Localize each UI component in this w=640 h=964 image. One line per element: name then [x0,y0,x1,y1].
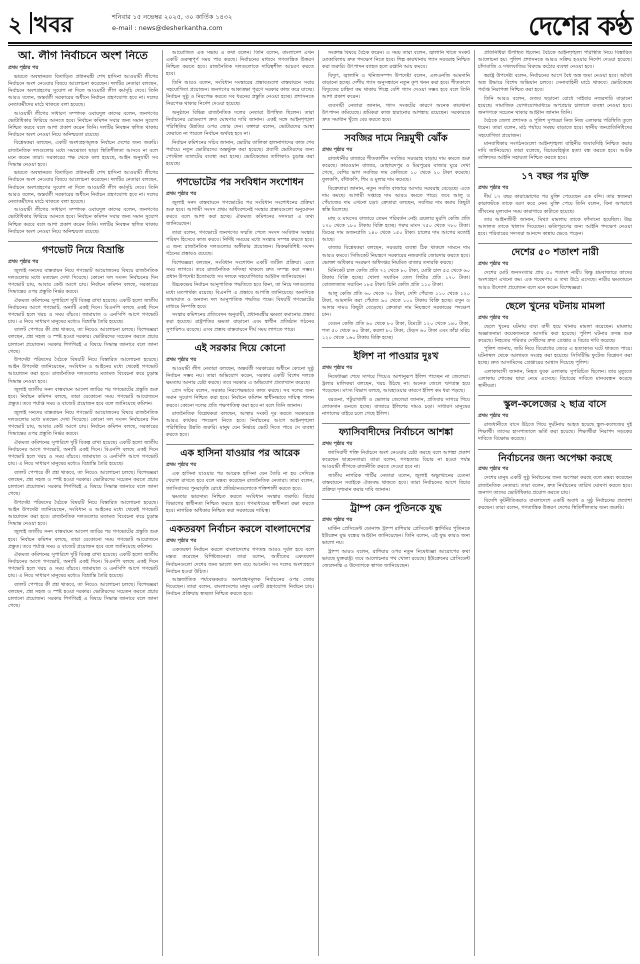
article-body [166,200,314,334]
article-byline: প্রথম পৃষ্ঠার পর [322,146,353,153]
paragraph: আলু কেজি প্রতি ৬০ থেকে ৭০ টাকা, দেশি পেঁয়াজ ১১০ থেকে ১২০ টাকা, আমদানি করা পেঁয়াজ ৯০ থেকে ১০০ টাকায় বিক্রি হচ্ছে। রসুন ও আদার দামও কিছুটা বেড়েছে। ক্রেতারা দাম নিয়ন্ত্রণে সরকারের পদক্ষেপ চান। [322,291,470,319]
article-headline: একতরফা নির্বাচন করলে বাংলাদেশের [169,524,311,536]
article [8,246,158,611]
paragraph: বিশ্লেষকরা বলছেন, একটি অংশগ্রহণমূলক নির্বাচন দেশের জন্য জরুরি। রাজনৈতিক দলগুলোর মধ্যে সমঝোতা ছাড়া স্থিতিশীলতা আসবে না বলে মনে করেন তারা। সরকারের পক্ষ থেকে বলা হয়েছে, আইন অনুযায়ী সব সিদ্ধান্ত নেওয়া হবে। [8,140,158,168]
article [322,352,470,418]
divider [166,520,314,521]
article-body [166,471,314,515]
article-byline: প্রথম পৃষ্ঠার পর [166,538,197,545]
divider [322,499,470,500]
article-body [166,50,314,168]
article-headline: আ. লীগ নির্বাচনে অংশ নিতে [18,50,148,62]
paragraph: বাজার বিশ্লেষকরা বলছেন, সরবরাহ ব্যবস্থা ঠিক থাকলে সামনে দাম আরও কমবে। সিন্ডিকেট নিয়ন্ত্রণে সরকারের নজরদারি জোরদার করতে হবে। ভোক্তা অধিকার সংরক্ষণ অধিদপ্তর নিয়মিত বাজার তদারকি করছে। [322,245,470,266]
article-headline: ট্রাম্প কেন পুতিনকে যুদ্ধ [350,503,442,515]
paragraph: জুলাই সনদের বাস্তবায়ন নিয়ে গণভোট আয়োজনের বিষয়ে রাজনৈতিক দলগুলোর মধ্যে মতভেদ দেখা দিয়েছে। কোনো দল সংসদ নির্বাচনের দিন গণভোট চায়, আবার কেউ আগে চায়। নির্বাচন কমিশন বলছে, সরকারের সিদ্ধান্তের ওপর প্রস্তুতি নির্ভর করবে। [8,267,158,295]
paragraph: উপদেষ্টা পরিষদের বৈঠকে বিষয়টি নিয়ে বিস্তারিত আলোচনা হয়েছে। আইন উপদেষ্টা জানিয়েছেন, সংবিধান ও আইনের মধ্যে থেকেই গণভোট আয়োজন করা হবে। রাজনৈতিক দলগুলোর মতামত বিবেচনা করে চূড়ান্ত সিদ্ধান্ত নেওয়া হবে। [8,499,158,527]
article-byline: প্রথম পৃষ্ঠার পর [166,190,197,197]
paragraph: তিনি আরও বলেন, সংবিধান সংস্কারের প্রস্তাবগুলো বাস্তবায়নে সবার সহযোগিতা প্রয়োজন। জনগণের আকাঙ্ক্ষা পূরণে সরকার কাজ করে যাচ্ছে। নির্বাচন সুষ্ঠু ও নিরপেক্ষ করতে সব ধরনের প্রস্তুতি নেওয়া হচ্ছে। প্রশাসনকে নিরপেক্ষ থাকার নির্দেশ দেওয়া হয়েছে। [166,79,314,108]
section-title: খবর [34,12,73,38]
paragraph: আয়োজিত এক সভায় এ কথা বলেন। তিনি বলেন, বাংলাদেশ এখন একটি গুরুত্বপূর্ণ সময় পার করছে। নির্বাচনের মাধ্যমে গণতান্ত্রিক উত্তরণ নিশ্চিত করতে হবে। রাজনৈতিক দলগুলোকে দায়িত্বশীল আচরণ করতে হবে। [166,50,314,78]
paragraph: মার্কিন প্রেসিডেন্ট ডোনাল্ড ট্রাম্প রাশিয়ার প্রেসিডেন্ট ভ্লাদিমির পুতিনকে ইউক্রেন যুদ্ধ বন্ধের আহ্বান জানিয়েছেন। তিনি বলেন, এই যুদ্ধ কারও জন্য ভালো নয়। [322,526,470,547]
article-headline: সবজির দামে নিম্নমুখী ঝোঁক [344,132,448,144]
article-headline: এই সরকার দিয়ে কোনো [194,342,286,354]
paragraph: প্রতিনিধিরা উপস্থিত ছিলেন। বৈঠকে আইনশৃঙ্খলা পরিস্থিতি নিয়ে বিস্তারিত আলোচনা হয়। পুলিশ প্রশাসনকে আরও সক্রিয় হওয়ার নির্দেশ দেওয়া হয়েছে। চাঁদাবাজি ও দখলবাজির বিরুদ্ধে কঠোর ব্যবস্থা নেওয়া হবে। [478,50,632,71]
article [478,400,632,443]
paragraph: বিক্রেতারা জানান, নতুন সবজি বাজারে আসায় সরবরাহ বেড়েছে। এতে দাম কমছে। আগামী সপ্তাহে দাম আরও কমতে পারে। তবে আলু ও পেঁয়াজের দাম এখনো চড়া। ক্রেতারা বলছেন, সবজির দাম কমায় কিছুটা স্বস্তি মিলেছে। [322,185,470,214]
article-body [322,374,470,418]
paragraph: বিদেশি কূটনীতিকরাও বাংলাদেশে একটি অবাধ ও সুষ্ঠু নির্বাচনের প্রত্যাশা করছেন। তারা বলেন, গণতান্ত্রিক উত্তরণ দেশের স্থিতিশীলতার জন্য জরুরি। [478,498,632,512]
article-headline: স্কুল-কলেজের ২ ছাত্র বাসে [503,399,607,411]
paragraph: ঐকমত্য কমিশনের সুপারিশে দুটি বিকল্প রাখা হয়েছে। একটি হলো জাতীয় নির্বাচনের আগে গণভোট, অন্যটি একই দিনে। বিএনপি বলছে একই দিনে গণভোট হলে খরচ ও সময় বাঁচবে। জামায়াত ও এনসিপি আগে গণভোট চায়। এ নিয়ে সাধারণ মানুষের মধ্যেও বিভ্রান্তি তৈরি হয়েছে। [8,552,158,580]
article [166,178,314,334]
article-body [322,156,470,342]
paragraph: ছেলে খুনের ঘটনায় বাবা বাদী হয়ে থানায় মামলা করেছেন। মামলায় অজ্ঞাতনামা কয়েকজনকে আসামি করা হয়েছে। পুলিশ ঘটনার তদন্ত শুরু করেছে। নিহতের পরিবার দোষীদের দ্রুত গ্রেপ্তার ও বিচার দাবি করেছে। [478,323,632,344]
article-body [322,50,470,124]
paragraph: আন্তর্জাতিক পর্যবেক্ষকরাও অংশগ্রহণমূলক নির্বাচনের ওপর জোর দিয়েছেন। তারা বলেন, বাংলাদেশের মানুষ একটি গ্রহণযোগ্য নির্বাচন চায়। নির্বাচন প্রক্রিয়ায় স্বচ্ছতা নিশ্চিত করতে হবে। [166,577,314,598]
article-byline: প্রথম পৃষ্ঠার পর [478,185,509,192]
paragraph: বরগুনা, পটুয়াখালী ও ভোলার জেলেরা জানান, প্রতিবার সাগরে গিয়ে লোকসান গুনতে হচ্ছে। বাজারে ইলিশের দামও চড়া। সাধারণ মানুষের নাগালের বাইরে চলে গেছে ইলিশ। [322,396,470,418]
article-byline: প্রথম পৃষ্ঠার পর [166,462,197,469]
article-body [8,74,158,236]
article [322,134,470,342]
article-headline: ছেলে খুনের ঘটনায় মামলা [505,300,605,312]
paragraph: একতরফা নির্বাচন করলে বাংলাদেশের গণতন্ত্র আরও দুর্বল হবে বলে মন্তব্য করেছেন বিশিষ্টজনেরা। তারা বলেন, অতীতের একতরফা নির্বাচনগুলো দেশের জন্য ভালো ফল বয়ে আনেনি। সব দলের অংশগ্রহণে নির্বাচন হওয়া উচিত। [166,547,314,575]
paragraph: ভারতে অবস্থানরত বিতাড়িত প্রধানমন্ত্রী শেখ হাসিনা আওয়ামী লীগের নির্বাচনে অংশ নেওয়ার বিষয়ে আলোচনা করেছেন। দলটির নেতারা বলছেন, নির্বাচনে অংশগ্রহণের সুযোগ না দিলে আওয়ামী লীগ কর্মসূচি দেবে। তিনি আরও বলেন, অন্তর্বর্তী সরকারের অধীনে নির্বাচন গ্রহণযোগ্য হবে না। দলের নেতাকর্মীদের মাঠে থাকতে বলা হয়েছে। [8,73,158,109]
article-headline: ফ্যাসিবাদীদের নির্বাচনে আশঙ্কা [338,427,454,439]
divider [166,173,314,174]
paragraph: আওয়ামী লীগের সাধারণ সম্পাদক ওবায়দুল কাদের বলেন, জনগণের ভোটাধিকার ফিরিয়ে আনতে হবে। নির্বাচন কমিশন সবার জন্য সমান সুযোগ নিশ্চিত করবে বলে আশা প্রকাশ করেন তিনি। দলটির নিবন্ধন স্থগিত থাকায় নির্বাচনে অংশ নেওয়া নিয়ে অনিশ্চয়তা রয়েছে। [8,110,158,138]
paragraph: দেশের মানুষ একটি সুষ্ঠু নির্বাচনের জন্য অপেক্ষা করছে বলে মন্তব্য করেছেন রাজনৈতিক নেতারা। তারা বলেন, দ্রুত নির্বাচনের তারিখ ঘোষণা করতে হবে। জনগণ তাদের ভোটাধিকার প্রয়োগ করতে চায়। [478,475,632,496]
article-body [478,324,632,391]
paragraph: উপদেষ্টা পরিষদের বৈঠকে বিষয়টি নিয়ে বিস্তারিত আলোচনা হয়েছে। আইন উপদেষ্টা জানিয়েছেন, সংবিধান ও আইনের মধ্যে থেকেই গণভোট আয়োজন করা হবে। রাজনৈতিক দলগুলোর মতামত বিবেচনা করে চূড়ান্ত সিদ্ধান্ত নেওয়া হবে। [8,357,158,385]
top-rule-thin [8,45,632,46]
paragraph: ব্যালট পেপারে কী প্রশ্ন থাকবে, তা নিয়েও আলোচনা চলছে। বিশেষজ্ঞরা বলছেন, প্রশ্ন সহজ ও স্পষ্ট হওয়া দরকার। ভোটারদের সচেতন করতে প্রচার চালানো প্রয়োজন। সরকার শিগগিরই এ বিষয়ে সিদ্ধান্ত জানাবে বলে জানা গেছে। [8,582,158,610]
paragraph: ব্যবসায়ী নেতারা জানান, গ্যাস সংকটের কারণে অনেক কারখানা উৎপাদন কমিয়েছে। শ্রমিকরা কাজ হারানোর আশঙ্কায় রয়েছেন। সরকারকে দ্রুত সমাধান খুঁজে বের করতে হবে। [322,102,470,123]
article [322,504,470,570]
article [166,525,314,598]
paragraph: অনুষ্ঠানে বিভিন্ন রাজনৈতিক দলের নেতারা উপস্থিত ছিলেন। তারা নির্বাচনের রোডম্যাপ দ্রুত ঘোষণার দাবি জানান। একই সঙ্গে আইনশৃঙ্খলা পরিস্থিতির উন্নতির ওপর জোর দেন। বক্তারা বলেন, ভোটারদের আস্থা ফেরাতে না পারলে নির্বাচন অর্থবহ হবে না। [166,109,314,138]
article-byline: প্রথম পৃষ্ঠার পর [478,466,509,473]
column-rule [318,50,319,956]
paragraph: তিনি আরও বলেন, গুজব ছড়ানো রোধে সাইবার নজরদারি বাড়ানো হয়েছে। সামাজিক যোগাযোগমাধ্যমে অপপ্রচার চালালে ব্যবস্থা নেওয়া হবে। জনগণকে সচেতন থাকার আহ্বান জানান তিনি। [478,95,632,116]
paragraph: ব্যালট পেপারে কী প্রশ্ন থাকবে, তা নিয়েও আলোচনা চলছে। বিশেষজ্ঞরা বলছেন, প্রশ্ন সহজ ও স্পষ্ট হওয়া দরকার। ভোটারদের সচেতন করতে প্রচার চালানো প্রয়োজন। সরকার শিগগিরই এ বিষয়ে সিদ্ধান্ত জানাবে বলে জানা গেছে। [8,327,158,355]
column-2 [166,50,314,956]
paragraph: ফ্যাসিবাদী শক্তি নির্বাচনে অংশ নেওয়ার চেষ্টা করছে বলে আশঙ্কা প্রকাশ করেছেন ছাত্রনেতারা। তারা বলেন, গণহত্যার বিচার না হওয়া পর্যন্ত আওয়ামী লীগকে রাজনীতি করতে দেওয়া হবে না। [322,450,470,471]
masthead [8,6,632,40]
divider [322,129,470,130]
paragraph: ব্যালট পেপারে কী প্রশ্ন থাকবে, তা নিয়েও আলোচনা চলছে। বিশেষজ্ঞরা বলছেন, প্রশ্ন সহজ ও স্পষ্ট হওয়া দরকার। ভোটারদের সচেতন করতে প্রচার চালানো প্রয়োজন। সরকার শিগগিরই এ বিষয়ে সিদ্ধান্ত জানাবে বলে জানা গেছে। [8,469,158,497]
paragraph: এলাকাবাসী জানান, নিহত যুবক এলাকায় সুপরিচিত ছিলেন। তার মৃত্যুতে এলাকায় শোকের ছায়া নেমে এসেছে। বিচারের দাবিতে মানববন্ধন করেছে স্থানীয়রা। [478,369,632,390]
article [478,248,632,291]
article [8,50,158,236]
paragraph: সংক্রান্ত বিষয়ে বৈঠক করেন। এ সময় তারা বলেন, জ্বালানি খাতে সংকট মোকাবিলায় দ্রুত পদক্ষেপ নিতে হবে। শিল্প কারখানায় গ্যাস সরবরাহ নিশ্চিত করা জরুরি। উৎপাদন ব্যাহত হলে রপ্তানি আয় কমবে। [322,50,470,71]
paragraph: দীর্ঘ ১৭ বছর কারাভোগের পর মুক্তি পেয়েছেন এক বন্দি। তার স্বজনরা কারাফটকে তাকে বরণ করে নেন। মুক্তি পেয়ে তিনি বলেন, বিনা অপরাধে জীবনের মূল্যবান সময় কারাগারে কাটাতে হয়েছে। [478,194,632,215]
newspaper-brand: দেশের কণ্ঠ [528,12,632,42]
paragraph: রাজনৈতিক বিশ্লেষকরা বলছেন, আস্থার সংকট দূর করতে সরকারকে আরও কার্যকর পদক্ষেপ নিতে হবে। নির্বাচনের আগে আইনশৃঙ্খলা পরিস্থিতির উন্নতি জরুরি। মানুষ যেন নির্ভয়ে ভোট দিতে পারে সে ব্যবস্থা করতে হবে। [166,411,314,439]
paragraph: জুলাই জাতীয় সনদ বাস্তবায়ন আদেশ জারির পর গণভোটের প্রস্তুতি শুরু হবে। নির্বাচন কমিশন বলছে, তারা যেকোনো সময় গণভোট আয়োজনে প্রস্তুত। তবে পর্যাপ্ত সময় ও বাজেট প্রয়োজন হবে বলে জানিয়েছে কমিশন। [8,529,158,550]
article [478,454,632,513]
divider [322,347,470,348]
paragraph: নির্বাচন কমিশনের সচিব জানান, ভোটার তালিকা হালনাগাদের কাজ শেষ পর্যায়ে। নতুন ভোটারদের অন্তর্ভুক্ত করা হয়েছে। প্রবাসী ভোটারদের জন্য পোস্টাল ব্যালটের ব্যবস্থা করা হচ্ছে। ভোটকেন্দ্রের তালিকাও চূড়ান্ত করা হয়েছে। [166,139,314,167]
article [478,50,632,162]
paragraph: নিষেধাজ্ঞা শেষে সাগরে গিয়েও আশানুরূপ ইলিশ পাচ্ছেন না জেলেরা। ট্রলার মালিকরা বলছেন, খরচ উঠছে না। অনেক জেলে ঋণগ্রস্ত হয়ে পড়েছেন। মৎস্য বিভাগ বলছে, আবহাওয়ার কারণে ইলিশ কম ধরা পড়ছে। [322,374,470,395]
column-4 [478,50,632,956]
article [166,50,314,168]
article-body [478,50,632,162]
article-body [478,194,632,238]
divider [166,444,314,445]
article-body [166,366,314,440]
paragraph: জুলাই জাতীয় সনদ বাস্তবায়ন আদেশ জারির পর গণভোটের প্রস্তুতি শুরু হবে। নির্বাচন কমিশন বলছে, তারা যেকোনো সময় গণভোট আয়োজনে প্রস্তুত। তবে পর্যাপ্ত সময় ও বাজেট প্রয়োজন হবে বলে জানিয়েছে কমিশন। [8,387,158,408]
paragraph: ঐকমত্য কমিশনের সুপারিশে দুটি বিকল্প রাখা হয়েছে। একটি হলো জাতীয় নির্বাচনের আগে গণভোট, অন্যটি একই দিনে। বিএনপি বলছে একই দিনে গণভোট হলে খরচ ও সময় বাঁচবে। জামায়াত ও এনসিপি আগে গণভোট চায়। এ নিয়ে সাধারণ মানুষের মধ্যেও বিভ্রান্তি তৈরি হয়েছে। [8,439,158,468]
article-byline: প্রথম পৃষ্ঠার পর [166,356,197,363]
paragraph: ট্রাম্প আরও বলেন, রাশিয়ার ওপর নতুন নিষেধাজ্ঞা আরোপের কথা ভাবছে যুক্তরাষ্ট্র। তবে আলোচনার পথ খোলা রয়েছে। ইউক্রেনের প্রেসিডেন্ট জেলেনস্কি এ উদ্যোগকে স্বাগত জানিয়েছেন। [322,548,470,570]
paragraph: সংস্কার কমিশনের প্রতিবেদন অনুযায়ী, প্রধানমন্ত্রীর ক্ষমতা কমানোর প্রস্তাব করা হয়েছে। রাষ্ট্রপতির ক্ষমতা বাড়ানো এবং স্বাধীন প্রতিষ্ঠান গঠনের সুপারিশও রয়েছে। এসব প্রস্তাব বাস্তবায়নে দীর্ঘ সময় লাগতে পারে। [166,312,314,333]
divider [478,243,632,244]
article [322,50,470,124]
paragraph: বিদ্যুৎ, জ্বালানি ও খনিজসম্পদ উপদেষ্টা বলেন, এলএনজি আমদানি বাড়ানো হচ্ছে। দেশীয় গ্যাস অনুসন্ধানে নতুন কূপ খনন করা হবে। শীতকালে বিদ্যুতের চাহিদা কম থাকায় শিল্পে বেশি গ্যাস দেওয়া সম্ভব হবে বলে তিনি আশা প্রকাশ করেন। [322,72,470,101]
column-3 [322,50,470,956]
article-headline: ইলিশ না পাওয়ার দুঃখ [353,351,439,363]
article-headline: দেশের ৫০ শতাংশ নারী [511,247,599,259]
paragraph: মিনিকেট চাল কেজি প্রতি ৭২ থেকে ৮০ টাকা, মোটা চাল ৫৫ থেকে ৬০ টাকায় বিক্রি হচ্ছে। খোলা সয়াবিন তেল লিটার প্রতি ১৭০ টাকা। বোতলজাত সয়াবিন ১৮৫ টাকা। চিনি কেজি প্রতি ১১০ টাকা। [322,268,470,289]
paragraph: উচ্চকক্ষের নির্বাচন আনুপাতিক পদ্ধতিতে হবে কিনা, তা নিয়ে দলগুলোর মধ্যে মতপার্থক্য রয়েছে। বিএনপি এ প্রস্তাবে আপত্তি জানিয়েছে। অন্যদিকে জামায়াত ও অন্যান্য দল আনুপাতিক পদ্ধতির পক্ষে। বিষয়টি গণভোটের মাধ্যমে নিষ্পত্তি হবে। [166,282,314,310]
article [478,302,632,391]
top-rule [8,42,632,44]
column-rule [474,50,475,956]
email-line: e-mail : news@desherkantha.com [112,24,223,32]
paragraph: স্বরাষ্ট্র উপদেষ্টা বলেন, নির্বাচনের আগে বৈধ অস্ত্র জমা নেওয়া হবে। অবৈধ অস্ত্র উদ্ধারে বিশেষ অভিযান চলবে। সেনাবাহিনী মাঠে থাকবে। ভোটকেন্দ্রে পর্যাপ্ত নিরাপত্তা নিশ্চিত করা হবে। [478,72,632,93]
article-byline: প্রথম পৃষ্ঠার পর [322,365,353,372]
paragraph: বিশেষজ্ঞরা বলছেন, সংবিধান সংশোধন একটি জটিল প্রক্রিয়া। এতে সময় লাগবে। তবে রাজনৈতিক সদিচ্ছা থাকলে দ্রুত সম্পন্ন করা সম্ভব। প্রধান উপদেষ্টা ইতোমধ্যে সব দলকে সহযোগিতার আহ্বান জানিয়েছেন। [166,259,314,280]
date-line: শনিবার ১৫ নভেম্বর ২০২৫, ৩০ কার্তিক ১৪৩২ [112,13,233,21]
paragraph: মানবাধিকার সংগঠনগুলো আইনশৃঙ্খলা বাহিনীর জবাবদিহি নিশ্চিত করার দাবি জানিয়েছে। তারা বলেছে, বিচারবহির্ভূত হত্যা বন্ধ করতে হবে। আটক ব্যক্তিদের আইনি সহায়তা নিশ্চিত করতে হবে। [478,141,632,162]
paragraph: ভারতে অবস্থানরত বিতাড়িত প্রধানমন্ত্রী শেখ হাসিনা আওয়ামী লীগের নির্বাচনে অংশ নেওয়ার বিষয়ে আলোচনা করেছেন। দলটির নেতারা বলছেন, নির্বাচনে অংশগ্রহণের সুযোগ না দিলে আওয়ামী লীগ কর্মসূচি দেবে। তিনি আরও বলেন, অন্তর্বর্তী সরকারের অধীনে নির্বাচন গ্রহণযোগ্য হবে না। দলের নেতাকর্মীদের মাঠে থাকতে বলা হয়েছে। [8,170,158,205]
article-byline: প্রথম পৃষ্ঠার পর [478,413,509,420]
paragraph: এক হাসিনা যাওয়ার পর আরেক হাসিনা যেন তৈরি না হয় সেদিকে খেয়াল রাখতে হবে বলে মন্তব্য করেছেন রাজনৈতিক নেতারা। তারা বলেন, ফ্যাসিবাদের পুনরাবৃত্তি রোধে প্রতিষ্ঠানগুলোকে শক্তিশালী করতে হবে। [166,471,314,492]
paragraph: বেগুন কেজি প্রতি ৬০ থেকে ৮০ টাকা, টমেটো ১২০ থেকে ১৪০ টাকা, শসা ৫০ থেকে ৬০ টাকা, করলা ৮০ টাকা, ঢেঁড়স ৬০ টাকা এবং কাঁচা মরিচ ১২০ থেকে ১৬০ টাকায় বিক্রি হচ্ছে। [322,320,470,342]
article-body [8,268,158,611]
article-headline: নির্বাচনের জন্য অপেক্ষা করছে [498,452,612,464]
divider [478,167,632,168]
paragraph: জাতীয় নাগরিক পার্টির নেতারা বলেন, জুলাই অভ্যুত্থানের চেতনা বাস্তবায়নে সবাইকে ঐক্যবদ্ধ থাকতে হবে। তারা নির্বাচনের আগে বিচার প্রক্রিয়া দৃশ্যমান করার দাবি জানান। [322,472,470,494]
article [166,344,314,440]
article-body [478,422,632,443]
divider [478,297,632,298]
article-byline: প্রথম পৃষ্ঠার পর [478,314,509,321]
article [166,449,314,515]
column-1 [8,50,158,956]
paragraph: রাজধানীতে বাসে উঠতে গিয়ে দুর্ঘটনায় আহত হয়েছে স্কুল-কলেজের দুই শিক্ষার্থী। তাদের হাসপাতালে ভর্তি করা হয়েছে। শিক্ষার্থীরা নিরাপদ সড়কের দাবিতে বিক্ষোভ করেছে। [478,422,632,443]
article-headline: গণভোট নিয়ে বিভ্রান্তি [41,244,125,256]
paragraph: ঐকমত্য কমিশনের সুপারিশে দুটি বিকল্প রাখা হয়েছে। একটি হলো জাতীয় নির্বাচনের আগে গণভোট, অন্যটি একই দিনে। বিএনপি বলছে একই দিনে গণভোট হলে খরচ ও সময় বাঁচবে। জামায়াত ও এনসিপি আগে গণভোট চায়। এ নিয়ে সাধারণ মানুষের মধ্যেও বিভ্রান্তি তৈরি হয়েছে। [8,297,158,325]
paragraph: বৈঠকে জেলা প্রশাসক ও পুলিশ সুপাররা নিজ নিজ এলাকার পরিস্থিতি তুলে ধরেন। তারা বলেন, মাঠ পর্যায়ে সমন্বয় বাড়াতে হবে। স্থানীয় জনপ্রতিনিধিদের সহযোগিতা প্রয়োজন। [478,118,632,139]
article-byline: প্রথম পৃষ্ঠার পর [322,517,353,524]
paragraph: প্রেস সচিব বলেন, সরকার নিরপেক্ষভাবে কাজ করছে। সব দলের জন্য সমান সুযোগ নিশ্চিত করা হবে। নির্বাচন কমিশন স্বাধীনভাবে দায়িত্ব পালন করবে। কোনো দলের প্রতি পক্ষপাতিত্ব করা হবে না বলে তিনি জানান। [166,388,314,409]
paragraph: রাজধানীর বাজারে শীতকালীন সবজির সরবরাহ বাড়ায় দাম কমতে শুরু করেছে। কারওয়ান বাজার, মোহাম্মদপুর ও মিরপুরের বাজার ঘুরে দেখা গেছে, বেশির ভাগ সবজির দাম কেজিতে ১০ থেকে ২০ টাকা কমেছে। ফুলকপি, বাঁধাকপি, শিম ও মুলার দাম কমেছে। [322,155,470,184]
article-byline: প্রথম পৃষ্ঠার পর [322,441,353,448]
article-headline: গণভোটের পর সংবিধান সংশোধন [176,177,304,188]
article-byline: প্রথম পৃষ্ঠার পর [8,64,39,71]
article [478,172,632,238]
article-body [322,450,470,494]
divider [478,449,632,450]
paragraph: তার আইনজীবী জানান, মিথ্যা মামলায় তাকে ফাঁসানো হয়েছিল। উচ্চ আদালত তাকে খালাস দিয়েছেন। ক্ষতিপূরণের জন্য আইনি পদক্ষেপ নেওয়া হবে। পরিবারের সদস্যরা আনন্দে কান্নায় ভেঙে পড়েন। [478,217,632,238]
paragraph: ক্ষমতার ভারসাম্য নিশ্চিত করতে সংবিধান সংস্কার জরুরি। বিচার বিভাগের স্বাধীনতা নিশ্চিত করতে হবে। গণমাধ্যমের স্বাধীনতা রক্ষা করতে হবে। নাগরিক অধিকার নিশ্চিত করা সরকারের দায়িত্ব। [166,494,314,515]
article-byline: প্রথম পৃষ্ঠার পর [8,258,39,265]
paragraph: দেশের মোট জনসংখ্যার প্রায় ৫০ শতাংশ নারী। কিন্তু শ্রমবাজারে তাদের অংশগ্রহণ এখনো কম। এক গবেষণায় এ তথ্য উঠে এসেছে। নারীর ক্ষমতায়নে আরও উদ্যোগ প্রয়োজন বলে মনে করেন বিশেষজ্ঞরা। [478,270,632,291]
paragraph: আওয়ামী লীগের সাধারণ সম্পাদক ওবায়দুল কাদের বলেন, জনগণের ভোটাধিকার ফিরিয়ে আনতে হবে। নির্বাচন কমিশন সবার জন্য সমান সুযোগ নিশ্চিত করবে বলে আশা প্রকাশ করেন তিনি। দলটির নিবন্ধন স্থগিত থাকায় নির্বাচনে অংশ নেওয়া নিয়ে অনিশ্চয়তা রয়েছে। [8,207,158,235]
article-byline: প্রথম পৃষ্ঠার পর [478,261,509,268]
page-number: ২ [8,12,23,38]
paragraph: জুলাই সনদের বাস্তবায়ন নিয়ে গণভোট আয়োজনের বিষয়ে রাজনৈতিক দলগুলোর মধ্যে মতভেদ দেখা দিয়েছে। কোনো দল সংসদ নির্বাচনের দিন গণভোট চায়, আবার কেউ আগে চায়। নির্বাচন কমিশন বলছে, সরকারের সিদ্ধান্তের ওপর প্রস্তুতি নির্ভর করবে। [8,409,158,438]
divider [478,395,632,396]
article [322,428,470,494]
article-headline: ১৭ বছর পর মুক্তি [521,171,589,183]
paragraph: জুলাই সনদ বাস্তবায়নে গণভোটের পর সংবিধান সংশোধনের প্রক্রিয়া শুরু হবে। আগামী সংসদ প্রথম অধিবেশনেই সংস্কার প্রস্তাবগুলো অনুমোদন করবে বলে আশা করা হচ্ছে। ঐকমত্য কমিশনের সদস্যরা এ তথ্য জানিয়েছেন। [166,199,314,228]
divider [322,423,470,424]
divider [166,339,314,340]
paragraph: তারা বলেন, গণভোটে জনগণের সম্মতি পেলে সংসদ সংবিধান সংস্কার পরিষদ হিসেবে কাজ করবে। নির্দিষ্ট সময়ের মধ্যে সংস্কার সম্পন্ন করতে হবে। এ জন্য রাজনৈতিক দলগুলোর অঙ্গীকার প্রয়োজন। দ্বিকক্ষবিশিষ্ট সংসদ গঠনের প্রস্তাবও রয়েছে। [166,229,314,258]
paragraph: পুলিশ জানায়, জমি নিয়ে বিরোধের জেরে এ হত্যাকাণ্ড ঘটে থাকতে পারে। ঘটনাস্থল থেকে আলামত সংগ্রহ করা হয়েছে। সিসিটিভি ফুটেজ বিশ্লেষণ করা হচ্ছে। দ্রুত আসামিদের গ্রেপ্তারের আশ্বাস দিয়েছে পুলিশ। [478,346,632,367]
article-body [478,475,632,512]
paragraph: মাছ ও মাংসের বাজারে তেমন পরিবর্তন নেই। ব্রয়লার মুরগি কেজি প্রতি ১৭০ থেকে ১৮০ টাকায় বিক্রি হচ্ছে। গরুর মাংস ৭৫০ থেকে ৭৮০ টাকা। ডিমের দাম ডজনপ্রতি ১৪০ থেকে ১৫০ টাকা। চালের দাম আগের মতোই আছে। [322,215,470,243]
article-body [478,270,632,291]
article-headline: এক হাসিনা যাওয়ার পর আরেক [180,448,300,460]
column-rule [162,50,163,956]
paragraph: আওয়ামী লীগ নেতারা বলছেন, অন্তর্বর্তী সরকারের অধীনে কোনো সুষ্ঠু নির্বাচন সম্ভব নয়। তারা অভিযোগ করেন, সরকার একটি বিশেষ দলকে ক্ষমতায় আনার চেষ্টা করছে। তবে সরকার এ অভিযোগ প্রত্যাখ্যান করেছে। [166,365,314,386]
masthead-divider [30,12,32,34]
article-body [322,526,470,570]
article-body [166,547,314,598]
divider [8,241,158,242]
